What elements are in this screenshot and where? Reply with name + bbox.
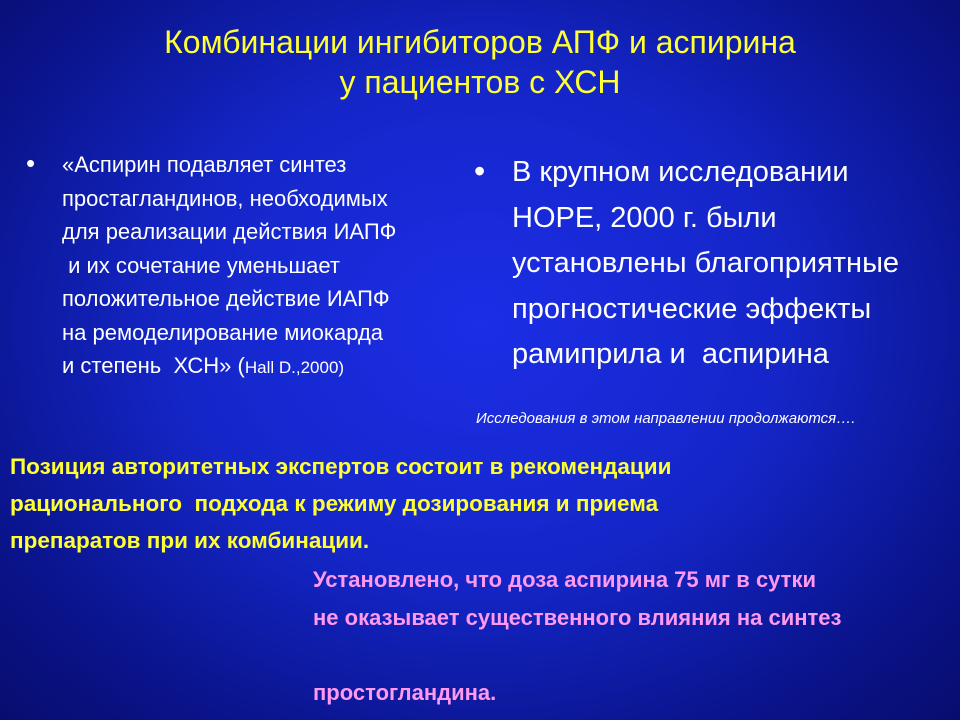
left-bullet-line: на ремоделирование миокарда	[62, 319, 384, 345]
research-note: Исследования в этом направлении продолжаются….	[476, 410, 856, 427]
left-bullet	[26, 148, 466, 385]
citation: Hall D.,2000)	[244, 358, 345, 377]
spacer	[313, 636, 841, 674]
left-bullet-line: для реализации действия ИАПФ	[62, 219, 397, 244]
right-bullet-text	[512, 150, 944, 378]
right-bullet-line: В крупном исследовании	[512, 156, 849, 188]
right-bullet	[474, 150, 944, 378]
expert-position	[10, 448, 950, 559]
left-bullet-line: положительное действие ИАПФ	[62, 286, 390, 311]
expert-line: Позиция авторитетных экспертов состоит в рекомендации	[10, 454, 672, 479]
expert-line: препаратов при их комбинации.	[10, 528, 370, 553]
bullet-marker: •	[474, 153, 486, 189]
established-line: простогландина.	[313, 679, 497, 705]
established-line: не оказывает существенного влияния на синтез	[313, 604, 842, 630]
left-bullet-line: «Аспирин подавляет синтез	[62, 152, 347, 177]
left-bullet-line: простагландинов, необходимых	[62, 185, 388, 211]
slide-title-line-2: у пациентов с ХСН	[339, 64, 621, 100]
right-bullet-line: рамиприла и аспирина	[512, 338, 829, 370]
left-bullet-line-text: и степень ХСН» (	[62, 353, 245, 378]
right-bullet-line: прогностические эффекты	[512, 292, 872, 325]
established-line: Установлено, что доза аспирина 75 мг в сутки	[313, 567, 816, 592]
left-bullet-text	[62, 148, 466, 385]
bullet-marker: •	[26, 148, 36, 178]
left-bullet-last-line	[62, 349, 466, 385]
established-statement	[313, 561, 841, 711]
expert-line: рационального подхода к режиму дозирования и приема	[10, 491, 659, 516]
right-bullet-line: HOPE, 2000 г. были	[512, 201, 777, 234]
slide-title-line-1: Комбинации ингибиторов АПФ и аспирина	[164, 24, 796, 60]
right-bullet-line: установлены благоприятные	[512, 247, 900, 279]
slide-title	[0, 22, 960, 102]
left-bullet-line: и их сочетание уменьшает	[62, 252, 340, 278]
